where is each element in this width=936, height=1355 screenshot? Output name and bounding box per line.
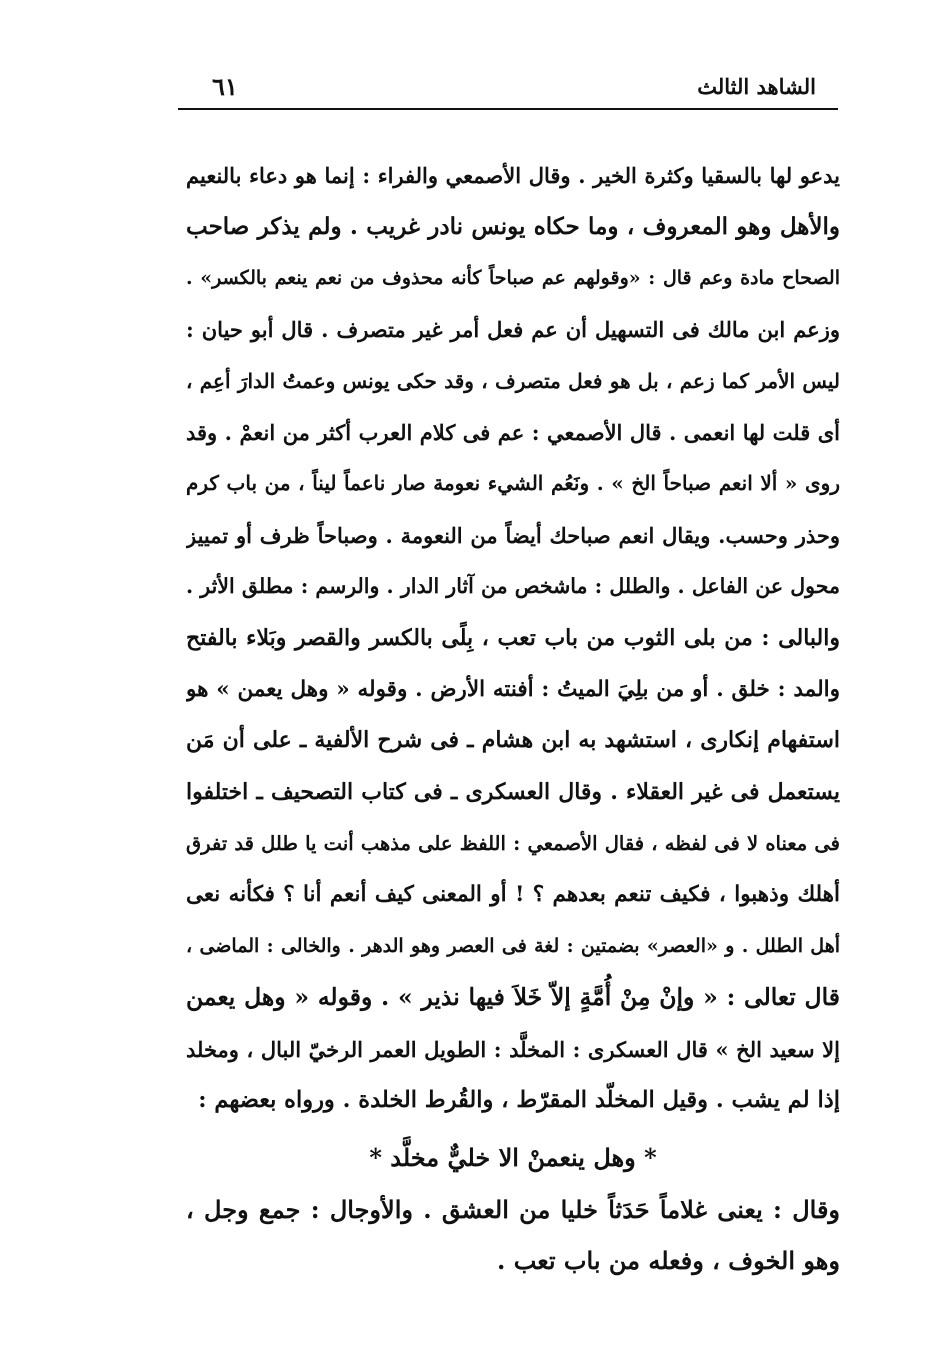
page-number: ٦١ xyxy=(212,71,238,101)
running-header xyxy=(178,64,838,110)
text-line: يدعو لها بالسقيا وكثرة الخير . وقال الأصمعي والفراء : إنما هو دعاء بالنعيم xyxy=(186,163,840,188)
text-line: وحذر وحسب. ويقال انعم صباحك أيضاً من النعومة . وصباحاً ظرف أو تمييز xyxy=(186,522,840,548)
text-line: والمد : خلق . أو من بلِيَ الميتُ : أفنته الأرض . وقوله « وهل يعمن » هو xyxy=(186,676,840,702)
text-line: ليس الأمر كما زعم ، بل هو فعل متصرف ، وقد حكى يونس وعمتُ الدارَ أعِم ، xyxy=(186,368,840,393)
header-title: الشاهد الثالث xyxy=(697,73,816,99)
text-line: وقال : يعنى غلاماً حَدَثاً خليا من العشق . والأوجال : جمع وجل ، xyxy=(186,1194,840,1224)
text-line: وهو الخوف ، وفعله من باب تعب . xyxy=(497,1246,840,1276)
text-line: أهل الطلل . و «العصر» بضمتين : لغة فى العصر وهو الدهر . والخالى : الماضى ، xyxy=(186,934,840,957)
text-line: والأهل وهو المعروف ، وما حكاه يونس نادر غريب . ولم يذكر صاحب xyxy=(186,213,840,241)
text-line: الصحاح مادة وعم قال : «وقولهم عم صباحاً كأنه محذوف من نعم ينعم بالكسر» . xyxy=(186,266,840,289)
text-line: إلا سعيد الخ » قال العسكرى : المخلَّد : الطويل العمر الرخيّ البال ، ومخلد xyxy=(186,1036,840,1062)
text-line: محول عن الفاعل . والطلل : ماشخص من آثار الدار . والرسم : مطلق الأثر . xyxy=(186,574,840,599)
text-line: إذا لم يشب . وقيل المخلّد المقرّط ، والقُرط الخلدة . ورواه بعضهم : xyxy=(198,1087,840,1114)
text-line: أهلك وذهبوا ، فكيف تنعم بعدهم ؟ ! أو المعنى كيف أنعم أنا ؟ فكأنه نعى xyxy=(186,882,840,908)
text-line: فى معناه لا فى لفظه ، فقال الأصمعي : اللفظ على مذهب أنت يا طلل قد تفرق xyxy=(186,832,840,856)
text-line: استفهام إنكارى ، استشهد به ابن هشام ـ فى شرح الألفية ـ على أن مَن xyxy=(186,727,840,754)
text-line: والبالى : من بلى الثوب من باب تعب ، بِلًى بالكسر والقصر وبَلاء بالفتح xyxy=(186,624,840,651)
text-line: يستعمل فى غير العقلاء . وقال العسكرى ـ فى كتاب التصحيف ـ اختلفوا xyxy=(186,778,840,805)
text-line: روى « ألا انعم صباحاً الخ » . ونَعُم الشيء نعومة صار ناعماً ليناً ، من باب كرم xyxy=(186,471,840,496)
text-line: قال تعالى : « وإنْ مِنْ أُمَّةٍ إلاّ خَلاَ فيها نذير » . وقوله « وهل يعمن xyxy=(186,983,840,1012)
text-body xyxy=(186,150,840,1287)
text-line: أى قلت لها انعمى . قال الأصمعي : عم فى كلام العرب أكثر من انعمْ . وقد xyxy=(186,419,840,445)
text-line: وزعم ابن مالك فى التسهيل أن عم فعل أمر غير متصرف . قال أبو حيان : xyxy=(186,317,840,343)
poetry-verse: * وهل ينعمنْ الا خليٌّ مخلَّد * xyxy=(369,1143,657,1173)
